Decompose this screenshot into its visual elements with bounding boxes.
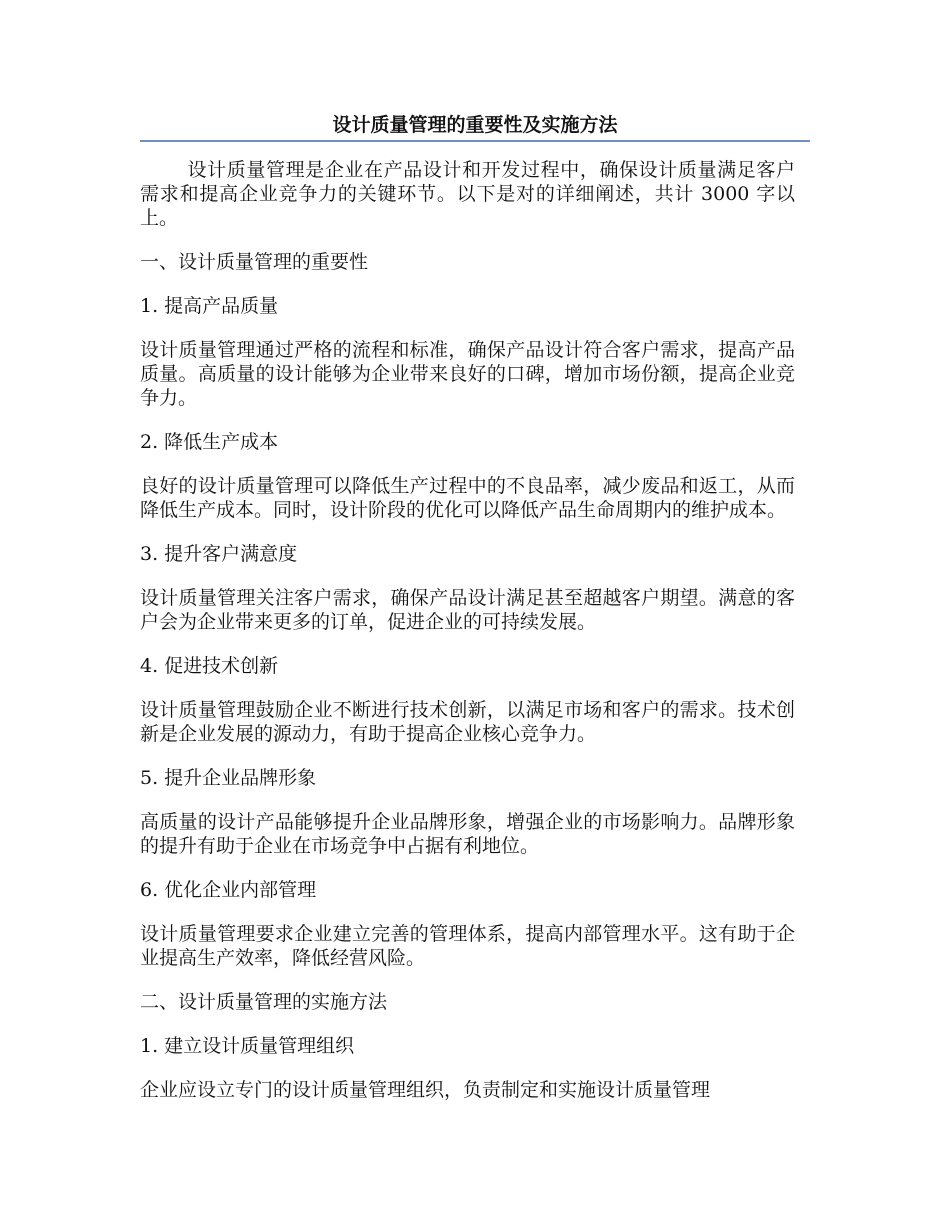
item-paragraph: 设计质量管理鼓励企业不断进行技术创新，以满足市场和客户的需求。技术创新是企业发展的源动力，有助于提高企业核心竞争力。 xyxy=(140,699,795,745)
title-underline xyxy=(140,140,810,142)
item-paragraph: 设计质量管理关注客户需求，确保产品设计满足甚至超越客户期望。满意的客户会为企业带来更多的订单，促进企业的可持续发展。 xyxy=(140,587,795,633)
document-title: 设计质量管理的重要性及实施方法 xyxy=(332,114,618,136)
item-paragraph: 企业应设立专门的设计质量管理组织，负责制定和实施设计质量管理 xyxy=(140,1079,711,1101)
item-heading: 1. 建立设计质量管理组织 xyxy=(140,1035,355,1057)
section-heading-importance: 一、设计质量管理的重要性 xyxy=(140,251,369,273)
item-paragraph: 设计质量管理通过严格的流程和标准，确保产品设计符合客户需求，提高产品质量。高质量的设计能够为企业带来良好的口碑，增加市场份额，提高企业竞争力。 xyxy=(140,339,795,409)
intro-paragraph: 设计质量管理是企业在产品设计和开发过程中，确保设计质量满足客户需求和提高企业竞争力的关键环节。以下是对的详细阐述，共计 3000 字以上。 xyxy=(140,159,795,229)
item-heading: 2. 降低生产成本 xyxy=(140,431,279,453)
item-paragraph: 高质量的设计产品能够提升企业品牌形象，增强企业的市场影响力。品牌形象的提升有助于企业在市场竞争中占据有利地位。 xyxy=(140,811,795,857)
section-heading-methods: 二、设计质量管理的实施方法 xyxy=(140,991,388,1013)
item-heading: 4. 促进技术创新 xyxy=(140,655,279,677)
item-paragraph: 设计质量管理要求企业建立完善的管理体系，提高内部管理水平。这有助于企业提高生产效率，降低经营风险。 xyxy=(140,923,795,969)
item-heading: 5. 提升企业品牌形象 xyxy=(140,767,317,789)
item-heading: 1. 提高产品质量 xyxy=(140,295,279,317)
item-heading: 3. 提升客户满意度 xyxy=(140,543,298,565)
document-body xyxy=(140,158,795,1122)
item-paragraph: 良好的设计质量管理可以降低生产过程中的不良品率，减少废品和返工，从而降低生产成本。同时，设计阶段的优化可以降低产品生命周期内的维护成本。 xyxy=(140,475,795,521)
item-heading: 6. 优化企业内部管理 xyxy=(140,879,317,901)
